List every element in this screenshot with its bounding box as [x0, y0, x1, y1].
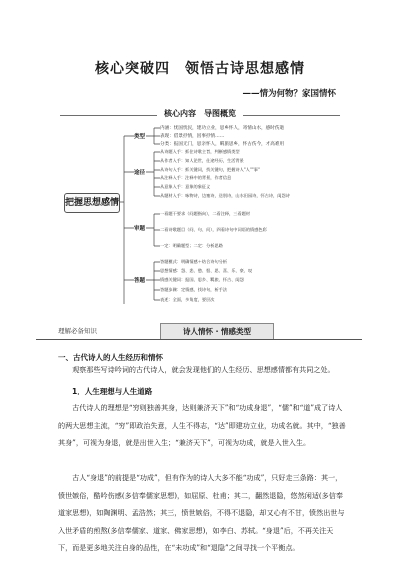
mind-map-banner — [60, 108, 340, 122]
branch-path-item: 从诗句入手：抓关键词，找关键句，把握诗人"人""事" — [160, 167, 260, 172]
branch-path-item: 从题材入手：咏物诗，边塞诗，送别诗，山水田园诗，怀古诗，闺怨诗 — [160, 193, 290, 198]
section-header — [36, 323, 362, 340]
branch-answer-item: 情感关键词：报国、思乡、羁旅、怀古、闺怨 — [160, 277, 244, 282]
heading-level-2: 1．人生理想与人生道路 — [72, 387, 153, 396]
branch-review-item: 一看题干要求（问题指向），二看注释，三看题材 — [160, 211, 251, 216]
branch-type-item: 内涵：忧国忧民，建功立业，思乡怀人，寄情山水，感时伤逝 — [160, 126, 285, 131]
branch-type-item: 分类：报国无门，思亲怀人，羁旅思乡，怀古伤今，才高难用 — [160, 142, 285, 147]
branch-answer-item: 答题步骤：定情感，找诗句，析手法 — [160, 287, 228, 292]
paragraph-retreat: 古人“身退”的前提是“功成”，但有作为的诗人大多不能“功成”，只好走三条路：其一，愤世嫉俗，酷吟伤感(多信奉儒家思想)，如屈原、杜甫；其二，翻然退隐，悠然闲适(多信奉道家思想)，如陶渊明、孟浩然；其三，愤世嫉俗，不得不退隐，却又心有不甘，愤然出世与入世矛盾的煎熬(多信奉儒家、道家、佛家思想)，如李白、苏轼。“身退”后，不再关注天下，而是更多地关注自身的品性，在“未功成”和“退隐”之间寻找一个平衡点。 — [58, 473, 345, 553]
page-subtitle: ——情为何物？家国情怀 — [242, 89, 336, 99]
branch-path-item: 从作者入手：知人论世，仕途经历，生活背景 — [160, 158, 244, 163]
branch-type-item: 表现：借景抒情，因事抒情…… — [160, 134, 225, 139]
branch-answer-item: 答题模式：明确情感＋结合诗句分析 — [160, 259, 228, 264]
branch-path-label: 途径 — [134, 170, 146, 176]
branch-review-item: 二看诗歌题目（问、句、问），四看诗句中词语的情感色彩 — [160, 227, 267, 232]
branch-answer-item: 思想情感：怨、悲、愁、恨、思、喜、乐、豪、叹 — [160, 268, 253, 273]
section-tab: 诗人情怀 · 情感类型 — [160, 323, 274, 339]
branch-answer-label: 答题 — [134, 278, 146, 284]
branch-review-item: 一定：明确题型；二定：分析思路 — [160, 243, 223, 248]
branch-review-label: 审题 — [134, 226, 146, 232]
mind-map-root: 把握思想感情 — [64, 193, 120, 213]
branch-path-item: 从意象入手：意象的象征义 — [160, 184, 211, 189]
branch-type-label: 类型 — [134, 134, 146, 140]
section-left-label: 理解必备知识 — [58, 327, 97, 335]
branch-answer-item: 表述：全面，多角度，要层次 — [160, 297, 215, 302]
heading-level-1: 一、古代诗人的人生经历和情怀 — [58, 353, 163, 362]
branch-path-item: 从注释入手：注释中的背景，作者信息 — [160, 175, 232, 180]
mind-map — [62, 124, 362, 324]
paragraph-ideal: 古代诗人的理想是“穷则独善其身，达则兼济天下”和“功成身退”，“儒”和“道”成了诗人的两大思想主流，“穷”即政治失意，人生不得志，“达”即建功立业，功成名就。其中，“独善其身”，可视为身退，就是出世入生；“兼济天下”，可视为功成，就是入世入生。 — [58, 403, 346, 448]
mind-map-banner-label: 核心内容 导图概览 — [157, 108, 243, 119]
paragraph-intro: 观察那些写诗吟词的古代诗人，就会发现他们的人生经历、思想感情都有共同之处。 — [72, 365, 335, 374]
page-title: 核心突破四 领悟古诗思想感情 — [95, 61, 305, 77]
branch-path-item: 从诗题入手：抓住诗歌主旨，判断感情类型 — [160, 149, 240, 154]
